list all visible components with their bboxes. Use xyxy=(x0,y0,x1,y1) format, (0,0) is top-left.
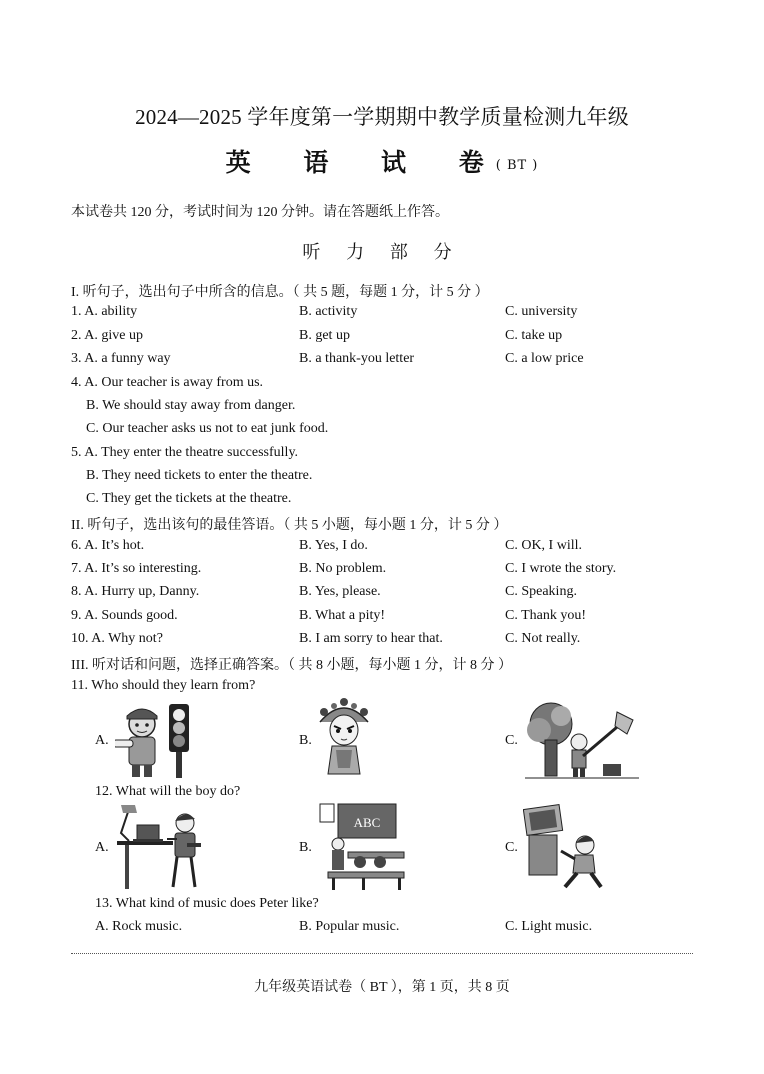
page-footer: 九年级英语试卷（ BT ），第 1 页，共 8 页 xyxy=(254,980,510,995)
q8-option-c: C. Speaking. xyxy=(505,584,577,599)
boy-watching-tv-icon xyxy=(523,803,607,893)
q10-option-b: B. I am sorry to hear that. xyxy=(299,631,443,646)
section-3-title: III. 听对话和问题，选择正确答案。（ 共 8 小题，每小题 1 分，计 8 分 ） xyxy=(71,658,512,673)
q6-option-b: B. Yes, I do. xyxy=(299,538,368,553)
q11-label-b: B. xyxy=(299,733,312,748)
q13-option-b: B. Popular music. xyxy=(299,919,400,934)
q11-question: 11. Who should they learn from? xyxy=(71,678,256,693)
q4-option-c: C. Our teacher asks us not to eat junk food. xyxy=(86,421,329,436)
tree-chopping-icon xyxy=(523,700,641,780)
q1-option-b: B. activity xyxy=(299,304,358,319)
q10-option-a: 10. A. Why not? xyxy=(71,631,163,646)
q8-option-a: 8. A. Hurry up, Danny. xyxy=(71,584,200,599)
q2-option-c: C. take up xyxy=(505,328,563,343)
q11-label-c: C. xyxy=(505,733,518,748)
classroom-icon xyxy=(318,802,408,894)
q5-option-a: 5. A. They enter the theatre successfully. xyxy=(71,445,299,460)
q3-option-c: C. a low price xyxy=(505,351,584,366)
q13-question: 13. What kind of music does Peter like? xyxy=(95,896,319,911)
page-divider xyxy=(71,953,693,954)
q4-option-a: 4. A. Our teacher is away from us. xyxy=(71,375,264,390)
q13-option-a: A. Rock music. xyxy=(95,919,183,934)
edition-label: ( BT ) xyxy=(495,158,539,173)
q5-option-b: B. They need tickets to enter the theatre. xyxy=(86,468,313,483)
part-title: 听 力 部 分 xyxy=(302,242,462,263)
opera-performer-icon xyxy=(314,698,374,780)
exam-title: 2024—2025 学年度第一学期期中教学质量检测九年级 xyxy=(135,105,629,129)
q12-label-a: A. xyxy=(95,840,109,855)
q2-option-b: B. get up xyxy=(299,328,350,343)
traffic-police-icon xyxy=(115,700,195,780)
q5-option-c: C. They get the tickets at the theatre. xyxy=(86,491,292,506)
q6-option-c: C. OK, I will. xyxy=(505,538,582,553)
q11-label-a: A. xyxy=(95,733,109,748)
q12-label-b: B. xyxy=(299,840,312,855)
student-laptop-icon xyxy=(115,803,205,893)
q7-option-c: C. I wrote the story. xyxy=(505,561,617,576)
q12-question: 12. What will the boy do? xyxy=(95,784,241,799)
q8-option-b: B. Yes, please. xyxy=(299,584,381,599)
q1-option-a: 1. A. ability xyxy=(71,304,138,319)
section-2-title: II. 听句子，选出该句的最佳答语。（ 共 5 小题，每小题 1 分，计 5 分 ） xyxy=(71,518,508,533)
q7-option-b: B. No problem. xyxy=(299,561,387,576)
q4-option-b: B. We should stay away from danger. xyxy=(86,398,296,413)
q7-option-a: 7. A. It’s so interesting. xyxy=(71,561,202,576)
q9-option-b: B. What a pity! xyxy=(299,608,386,623)
blackboard-text: ABC xyxy=(353,815,381,830)
subject-label: 英 语 试 卷 xyxy=(225,148,506,177)
exam-subject xyxy=(0,143,764,179)
exam-intro: 本试卷共 120 分，考试时间为 120 分钟。请在答题纸上作答。 xyxy=(71,205,449,220)
q9-option-a: 9. A. Sounds good. xyxy=(71,608,178,623)
q9-option-c: C. Thank you! xyxy=(505,608,587,623)
q6-option-a: 6. A. It’s hot. xyxy=(71,538,145,553)
q12-label-c: C. xyxy=(505,840,518,855)
q10-option-c: C. Not really. xyxy=(505,631,581,646)
q2-option-a: 2. A. give up xyxy=(71,328,143,343)
q3-option-a: 3. A. a funny way xyxy=(71,351,171,366)
q13-option-c: C. Light music. xyxy=(505,919,593,934)
q1-option-c: C. university xyxy=(505,304,578,319)
section-1-title: I. 听句子，选出句子中所含的信息。（ 共 5 题，每题 1 分，计 5 分 ） xyxy=(71,285,489,300)
q3-option-b: B. a thank-you letter xyxy=(299,351,415,366)
